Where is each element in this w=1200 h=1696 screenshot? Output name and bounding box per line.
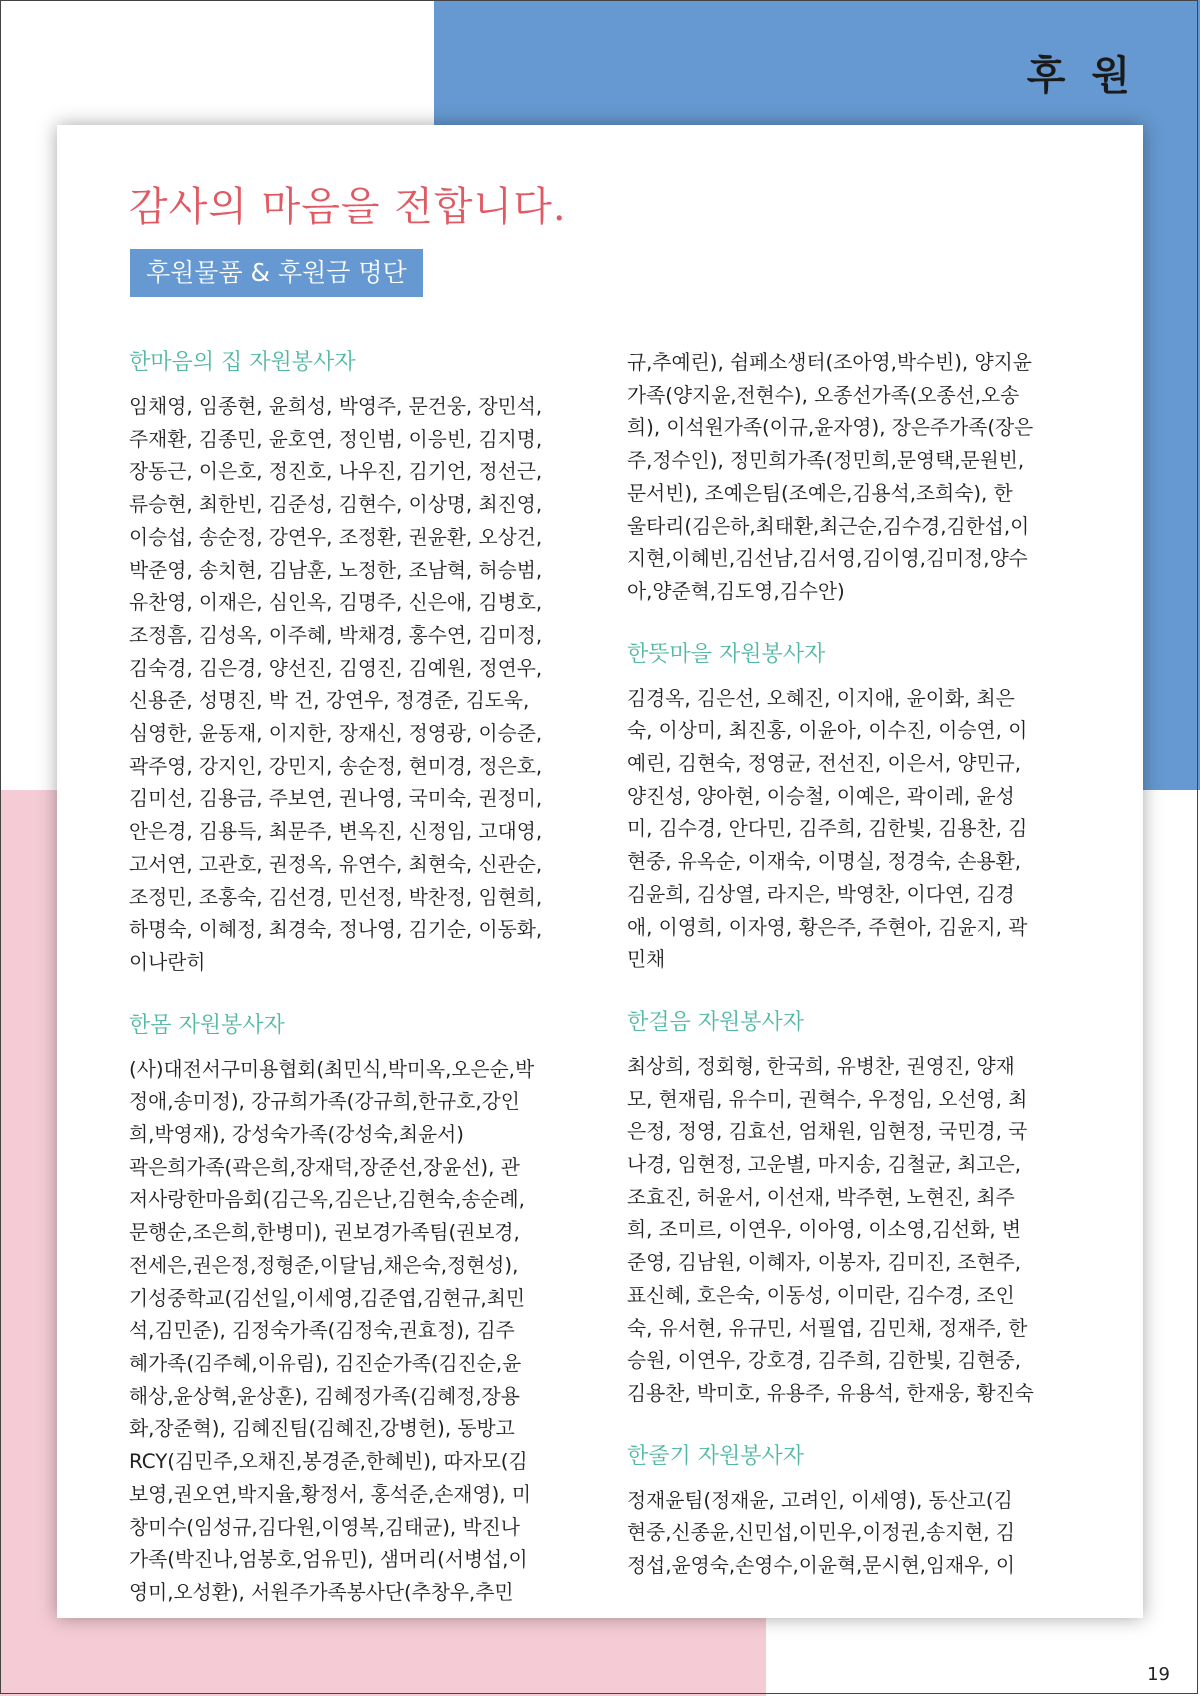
group-heading: 한걸음 자원봉사자 [627,1009,805,1035]
group-heading: 한마음의 집 자원봉사자 [129,350,356,375]
name-line: 예린, 김현숙, 정영균, 전선진, 이은서, 양민규, [627,752,1022,776]
section-label: 후 원 [1026,53,1136,99]
name-line: 미, 김수경, 안다민, 김주희, 김한빛, 김용찬, 김 [627,817,1028,841]
group-hangeoreum [627,1007,1077,1411]
name-line: 김용찬, 박미호, 유용주, 유용석, 한재웅, 황진숙 [627,1381,1034,1405]
name-line: 김숙경, 김은경, 양선진, 김영진, 김예원, 정연우, [129,656,543,680]
name-line: 양진성, 양아현, 이승철, 이예은, 곽이레, 윤성 [627,784,1015,808]
group-heading: 한몸 자원봉사자 [129,1012,285,1038]
name-line: 가족(양지윤,전현수), 오종선가족(오종선,오송 [627,383,1020,407]
name-line: 현중,신종윤,신민섭,이민우,이정권,송지현, 김 [627,1521,1015,1545]
name-line: 곽주영, 강지인, 강민지, 송순정, 현미경, 정은호, [129,754,543,778]
name-line: 울타리(김은하,최태환,최근순,김수경,김한섭,이 [627,514,1030,538]
name-line: 정섭,윤영숙,손영수,이윤혁,문시현,임재우, 이 [627,1554,1015,1578]
name-line: 가족(박진나,엄봉호,엄유민), 샘머리(서병섭,이 [129,1548,528,1572]
name-line: 문행순,조은희,한병미), 권보경가족팀(권보경, [129,1221,520,1245]
name-line: 이나란히 [129,950,206,974]
name-line: 신용준, 성명진, 박 건, 강연우, 정경준, 김도욱, [129,689,530,713]
group-hanjulgi [627,1441,1077,1583]
name-line: 민채 [627,948,666,972]
name-line: 해상,윤상혁,윤상훈), 김혜정가족(김혜정,장용 [129,1384,520,1408]
name-line: 유찬영, 이재은, 심인옥, 김명주, 신은애, 김병호, [129,591,543,615]
name-line: 이승섭, 송순정, 강연우, 조정환, 권윤환, 오상건, [129,525,543,549]
name-line: 조효진, 허윤서, 이선재, 박주현, 노현진, 최주 [627,1185,1015,1209]
name-line: 숙, 이상미, 최진홍, 이윤아, 이수진, 이승연, 이 [627,719,1028,743]
page-title: 감사의 마음을 전합니다. [129,184,567,230]
name-line: 승원, 이연우, 강호경, 김주희, 김한빛, 김현중, [627,1349,1022,1373]
group-hanttteut [627,639,1077,977]
name-line: 희,박영재), 강성숙가족(강성숙,최윤서) [129,1123,464,1147]
name-line: 전세은,권은정,정형준,이달님,채은숙,정현성), [129,1253,519,1277]
group-hanmaeum [129,347,579,980]
name-line: 아,양준혁,김도영,김수안) [627,579,845,603]
content-card [57,125,1143,1618]
group-hanmom-continued [627,347,1077,609]
name-line: 나경, 임현정, 고운별, 마지송, 김철균, 최고은, [627,1153,1022,1177]
name-line: 하명숙, 이혜정, 최경숙, 정나영, 김기순, 이동화, [129,918,543,942]
name-line: 혜가족(김주혜,이유림), 김진순가족(김진순,윤 [129,1351,522,1375]
name-line: 곽은희가족(곽은희,장재덕,장준선,장윤선), 관 [129,1155,520,1179]
name-line: 애, 이영희, 이자영, 황은주, 주현아, 김윤지, 곽 [627,915,1028,939]
name-line: 심영한, 윤동재, 이지한, 장재신, 정영광, 이승준, [129,722,543,746]
name-line: 주재환, 김종민, 윤호연, 정인범, 이응빈, 김지명, [129,427,543,451]
name-line: 현중, 유옥순, 이재숙, 이명실, 정경숙, 손용환, [627,850,1022,874]
name-line: 조정민, 조홍숙, 김선경, 민선정, 박찬정, 임현희, [129,885,543,909]
name-line: (사)대전서구미용협회(최민식,박미옥,오은순,박 [129,1057,535,1081]
name-line: 준영, 김남원, 이혜자, 이봉자, 김미진, 조현주, [627,1251,1022,1275]
name-line: 장동근, 이은호, 정진호, 나우진, 김기언, 정선근, [129,460,543,484]
name-line: 류승현, 최한빈, 김준성, 김현수, 이상명, 최진영, [129,493,543,517]
group-heading: 한줄기 자원봉사자 [627,1443,805,1469]
name-line: 화,장준혁), 김혜진팀(김혜진,강병헌), 동방고 [129,1417,515,1441]
list-badge: 후원물품 & 후원금 명단 [130,249,423,297]
right-column [627,347,1077,1613]
name-line: 은정, 정영, 김효선, 엄채원, 임현정, 국민경, 국 [627,1120,1028,1144]
name-line: 저사랑한마음회(김근옥,김은난,김현숙,송순례, [129,1188,525,1212]
group-heading: 한뜻마을 자원봉사자 [627,641,826,667]
name-line: 박준영, 송치현, 김남훈, 노정한, 조남혁, 허승범, [129,558,543,582]
name-line: 창미수(임성규,김다원,이영복,김태균), 박진나 [129,1515,520,1539]
name-line: 주,정수인), 정민희가족(정민희,문영택,문원빈, [627,449,1025,473]
name-line: 영미,오성환), 서원주가족봉사단(추창우,추민 [129,1580,514,1604]
name-line: 보영,권오연,박지율,황정서, 홍석준,손재영), 미 [129,1482,531,1506]
name-line: 김미선, 김용금, 주보연, 권나영, 국미숙, 권정미, [129,787,543,811]
name-line: 기성중학교(김선일,이세영,김준엽,김현규,최민 [129,1286,525,1310]
name-line: 김경옥, 김은선, 오혜진, 이지애, 윤이화, 최은 [627,686,1015,710]
name-line: 석,김민준), 김정숙가족(김정숙,권효정), 김주 [129,1319,515,1343]
name-line: 안은경, 김용득, 최문주, 변옥진, 신정임, 고대영, [129,820,543,844]
name-line: 규,추예린), 쉼페소생터(조아영,박수빈), 양지윤 [627,351,1032,374]
name-line: 조정흠, 김성옥, 이주혜, 박채경, 홍수연, 김미정, [129,623,543,647]
name-line: 표신혜, 호은숙, 이동성, 이미란, 김수경, 조인 [627,1283,1015,1307]
name-line: 희), 이석원가족(이규,윤자영), 장은주가족(장은 [627,416,1034,440]
name-line: 희, 조미르, 이연우, 이아영, 이소영,김선화, 변 [627,1218,1022,1242]
name-line: 김윤희, 김상열, 라지은, 박영찬, 이다연, 김경 [627,882,1015,906]
page-number: 19 [1147,1664,1170,1685]
name-line: 숙, 유서현, 유규민, 서필엽, 김민채, 정재주, 한 [627,1316,1028,1340]
name-line: 지현,이혜빈,김선남,김서영,김이영,김미정,양수 [627,547,1028,571]
name-line: 모, 현재림, 유수미, 권혁수, 우정임, 오선영, 최 [627,1087,1028,1111]
name-line: RCY(김민주,오채진,봉경준,한혜빈), 따자모(김 [129,1450,528,1474]
group-hanmom [129,1010,579,1610]
name-line: 최상희, 정회형, 한국희, 유병찬, 권영진, 양재 [627,1054,1015,1078]
name-line: 문서빈), 조예은팀(조예은,김용석,조희숙), 한 [627,481,1013,505]
name-line: 정재윤팀(정재윤, 고려인, 이세영), 동산고(김 [627,1488,1013,1512]
name-line: 임채영, 임종현, 윤희성, 박영주, 문건웅, 장민석, [129,395,543,418]
left-column [129,347,579,1640]
name-line: 정애,송미정), 강규희가족(강규희,한규호,강인 [129,1090,520,1114]
name-line: 고서연, 고관호, 권정옥, 유연수, 최현숙, 신관순, [129,852,543,876]
